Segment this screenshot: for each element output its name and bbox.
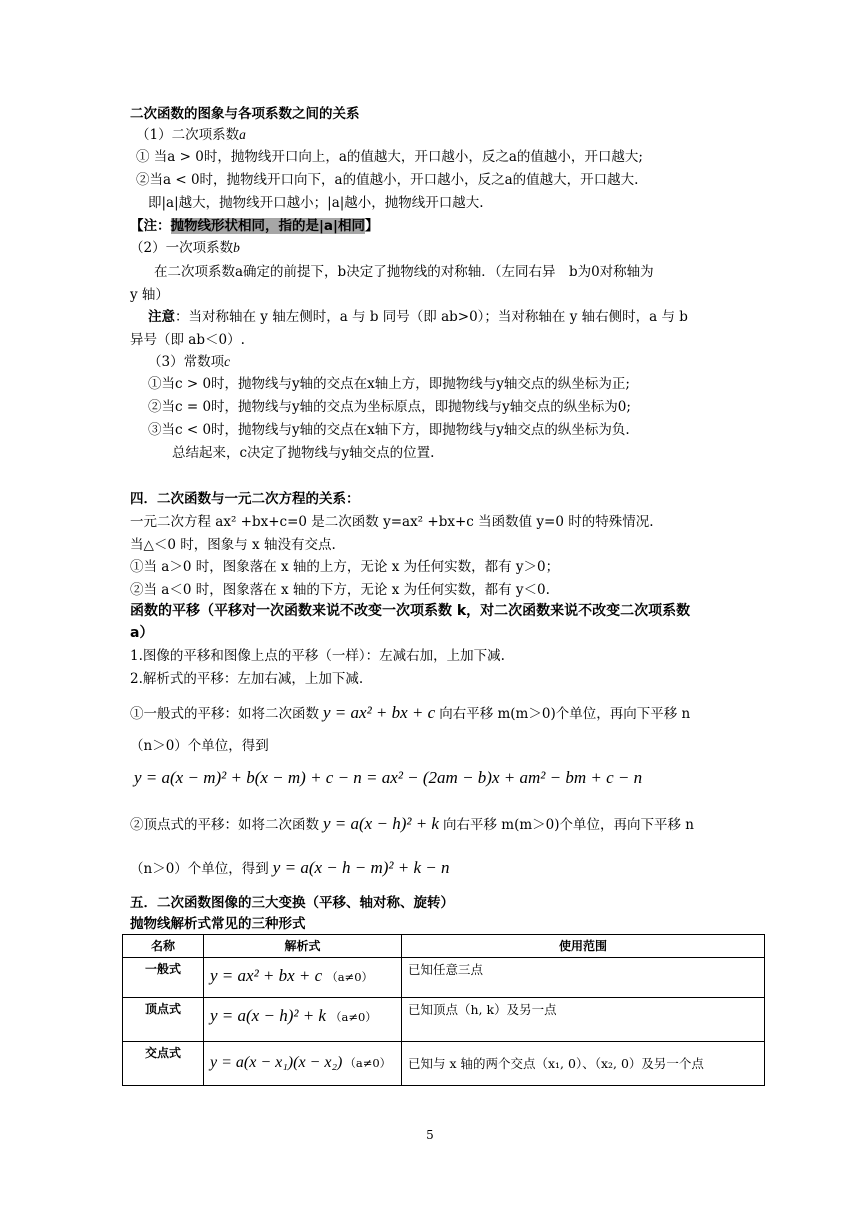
case-a-negative: ②当 a＜0 时，图象落在 x 轴的下方，无论 x 为任何实数，都有 y＜0. (130, 582, 550, 598)
rule-c-negative: ③当c < 0时，抛物线与y轴的交点在x轴下方，即抛物线与y轴交点的纵坐标为负. (148, 422, 630, 438)
row-usage: 已知任意三点 (402, 958, 765, 998)
section-heading-transformations: 五．二次函数图像的三大变换（平移、轴对称、旋转） (130, 895, 454, 911)
forms-table (122, 934, 765, 1086)
vertex-form-result: （n＞0）个单位，得到 y = a(x − h − m)² + k − n (130, 858, 450, 877)
rule-b-axis-cont: y 轴） (130, 287, 169, 303)
header-name: 名称 (123, 935, 204, 958)
heading-translation-cont: a） (130, 625, 154, 641)
translation-rule-1: 1.图像的平移和图像上点的平移（一样）：左减右加，上加下减. (130, 648, 505, 664)
row-name: 交点式 (123, 1042, 204, 1086)
row-usage: 已知与 x 轴的两个交点（x₁, 0）、（x₂, 0）及另一个点 (402, 1042, 765, 1086)
rule-b-axis: 在二次项系数a确定的前提下，b决定了抛物线的对称轴．（左同右异 b为0对称轴为 (154, 264, 654, 280)
table-row (123, 1042, 765, 1086)
note-axis-sign: 注意：当对称轴在 y 轴左侧时，a 与 b 同号（即 ab>0）；当对称轴在 y 轴右侧时，a 与 b (148, 309, 688, 325)
summary-abs-a: 即|a|越大，抛物线开口越小；|a|越小，抛物线开口越大. (148, 195, 484, 211)
page-number: 5 (426, 1128, 434, 1142)
row-usage: 已知顶点（h, k）及另一点 (402, 998, 765, 1042)
row-formula: y = a(x − x₁)(x − x₂) （a≠0） (204, 1042, 402, 1086)
subheading-constant: （3）常数项c (148, 354, 231, 370)
row-name: 一般式 (123, 958, 204, 998)
rule-c-zero: ②当c = 0时，抛物线与y轴的交点为坐标原点，即抛物线与y轴交点的纵坐标为0; (148, 399, 631, 415)
subheading-linear-coefficient: （2）一次项系数b (130, 240, 240, 256)
case-a-positive: ①当 a＞0 时，图象落在 x 轴的上方，无论 x 为任何实数，都有 y＞0； (130, 559, 560, 575)
equation-relation: 一元二次方程 ax² +bx+c=0 是二次函数 y=ax² +bx+c 当函数值 y=0 时的特殊情况. (130, 514, 654, 530)
summary-c: 总结起来，c决定了抛物线与y轴交点的位置. (172, 445, 435, 461)
header-formula: 解析式 (204, 935, 402, 958)
general-form-translation-cont: （n＞0）个单位，得到 (130, 738, 269, 754)
discriminant-negative: 当△＜0 时，图象与 x 轴没有交点. (130, 537, 336, 553)
general-form-result: y = a(x − m)² + b(x − m) + c − n = ax² − (2am − b)x + am² − bm + c − n (134, 768, 643, 787)
rule-a-negative: ②当a < 0时，抛物线开口向下，a的值越小，开口越小，反之a的值越大，开口越大. (136, 172, 639, 188)
rule-a-positive: ① 当a > 0时，抛物线开口向上，a的值越大，开口越小，反之a的值越小，开口越大; (136, 149, 643, 165)
header-usage: 使用范围 (402, 935, 765, 958)
table-row (123, 958, 765, 998)
table-caption: 抛物线解析式常见的三种形式 (130, 916, 306, 932)
general-form-translation: ①一般式的平移：如将二次函数 y = ax² + bx + c 向右平移 m(m＞0)个单位，再向下平移 n (130, 703, 691, 722)
section-heading-coefficients: 二次函数的图象与各项系数之间的关系 (130, 106, 360, 122)
note-axis-sign-cont: 异号（即 ab＜0）. (130, 332, 245, 348)
row-formula: y = a(x − h)² + k （a≠0） (204, 998, 402, 1042)
row-formula: y = ax² + bx + c （a≠0） (204, 958, 402, 998)
table-row (123, 998, 765, 1042)
section-heading-equation: 四．二次函数与一元二次方程的关系： (130, 491, 360, 507)
subheading-quadratic-coefficient: （1）二次项系数a (136, 127, 246, 143)
row-name: 顶点式 (123, 998, 204, 1042)
translation-rule-2: 2.解析式的平移：左加右减，上加下减. (130, 671, 364, 687)
vertex-form-translation: ②顶点式的平移：如将二次函数 y = a(x − h)² + k 向右平移 m(m＞0)个单位，再向下平移 n (130, 814, 694, 833)
note-shape: 【注：抛物线形状相同，指的是|a|相同】 (130, 218, 379, 234)
heading-translation: 函数的平移（平移对一次函数来说不改变一次项系数 k，对二次函数来说不改变二次项系数 (130, 603, 691, 619)
rule-c-positive: ①当c > 0时，抛物线与y轴的交点在x轴上方，即抛物线与y轴交点的纵坐标为正; (148, 376, 630, 392)
table-header-row (123, 935, 765, 958)
